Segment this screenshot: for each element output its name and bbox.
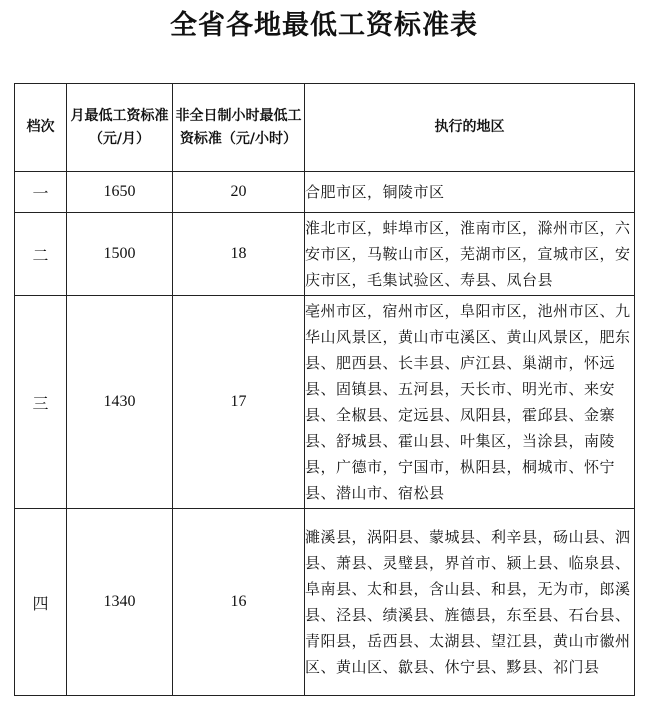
tier-cell: 二 bbox=[15, 213, 67, 296]
table-row bbox=[15, 172, 635, 213]
tier-cell: 四 bbox=[15, 509, 67, 696]
hourly-wage-cell: 16 bbox=[173, 509, 305, 696]
monthly-wage-cell: 1650 bbox=[67, 172, 173, 213]
monthly-wage-cell: 1500 bbox=[67, 213, 173, 296]
header-regions: 执行的地区 bbox=[305, 84, 635, 172]
monthly-wage-cell: 1430 bbox=[67, 296, 173, 509]
header-hourly-wage: 非全日制小时最低工资标准（元/小时） bbox=[173, 84, 305, 172]
regions-cell: 亳州市区，宿州市区，阜阳市区，池州市区、九华山风景区，黄山市屯溪区、黄山风景区，肥东县、肥西县、长丰县、庐江县、巢湖市，怀远县、固镇县、五河县，天长市、明光市、来安县、全椒县、定远县、凤阳县，霍邱县、金寨县、舒城县、霍山县、叶集区，当涂县，南陵县，广德市，宁国市，枞阳县，桐城市、怀宁县、潜山市、宿松县 bbox=[305, 296, 635, 509]
hourly-wage-cell: 20 bbox=[173, 172, 305, 213]
table-row bbox=[15, 296, 635, 509]
regions-cell: 合肥市区，铜陵市区 bbox=[305, 172, 635, 213]
header-monthly-wage: 月最低工资标准（元/月） bbox=[67, 84, 173, 172]
header-tier: 档次 bbox=[15, 84, 67, 172]
regions-cell: 濉溪县，涡阳县、蒙城县、利辛县，砀山县、泗县、萧县、灵璧县，界首市、颍上县、临泉县、阜南县、太和县，含山县、和县，无为市，郎溪县、泾县、绩溪县、旌德县，东至县、石台县、青阳县，岳西县、太湖县、望江县，黄山市徽州区、黄山区、歙县、休宁县、黟县、祁门县 bbox=[305, 509, 635, 696]
hourly-wage-cell: 18 bbox=[173, 213, 305, 296]
table-row bbox=[15, 509, 635, 696]
table-header-row bbox=[15, 84, 635, 172]
hourly-wage-cell: 17 bbox=[173, 296, 305, 509]
tier-cell: 三 bbox=[15, 296, 67, 509]
table-row bbox=[15, 213, 635, 296]
tier-cell: 一 bbox=[15, 172, 67, 213]
monthly-wage-cell: 1340 bbox=[67, 509, 173, 696]
regions-cell: 淮北市区，蚌埠市区，淮南市区，滁州市区，六安市区，马鞍山市区，芜湖市区，宣城市区，安庆市区，毛集试验区、寿县、凤台县 bbox=[305, 213, 635, 296]
minimum-wage-table bbox=[14, 83, 635, 696]
page-title: 全省各地最低工资标准表 bbox=[170, 10, 478, 41]
